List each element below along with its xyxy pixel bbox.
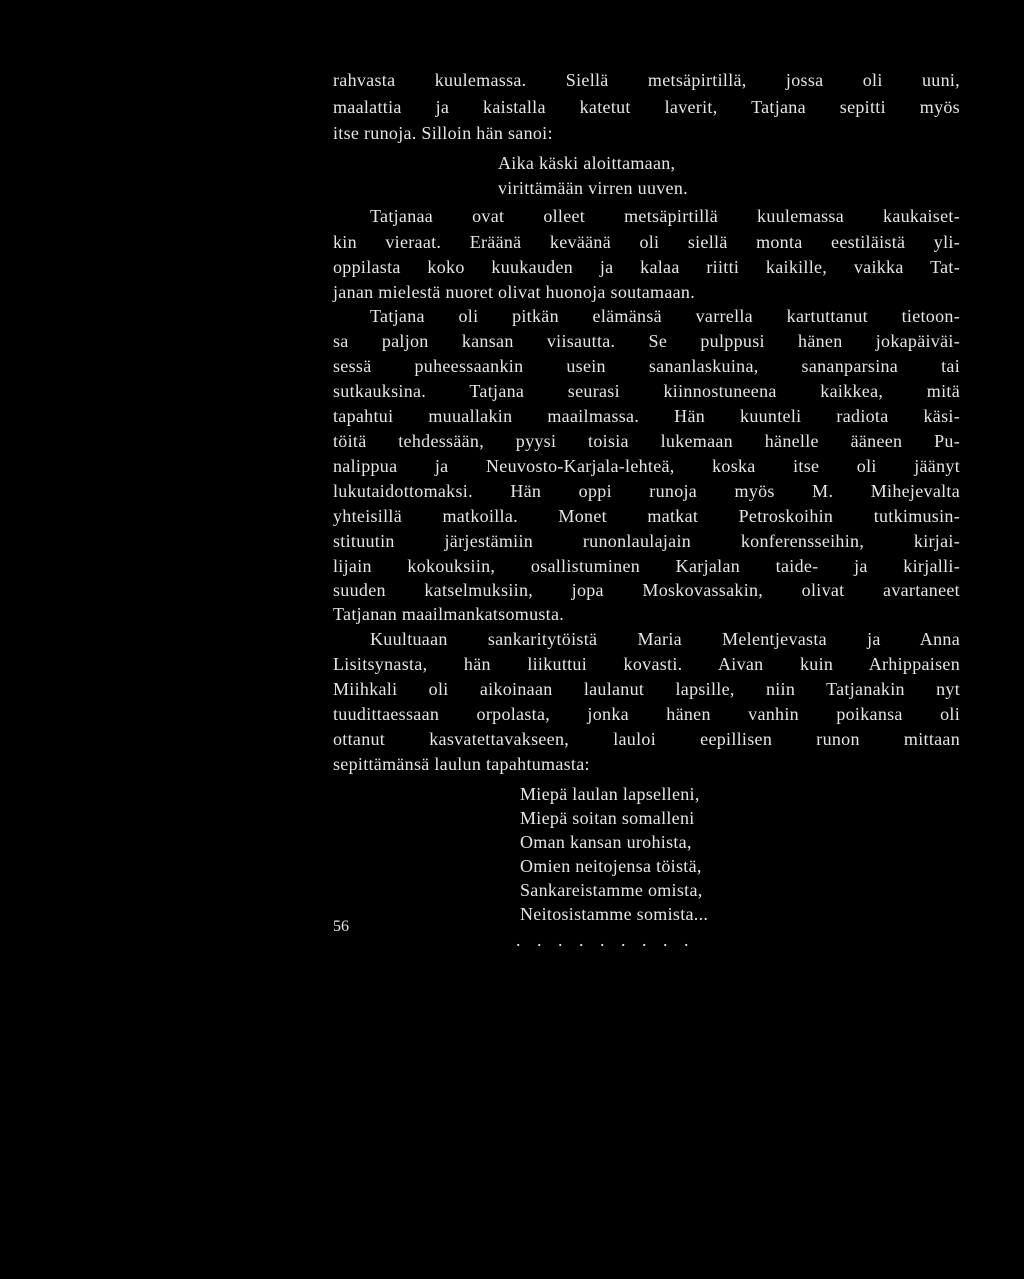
- text-line: suuden katselmuksiin, jopa Moskovassakin, olivat avartaneet: [333, 580, 960, 600]
- verse-line: virittämään virren uuven.: [498, 178, 688, 198]
- text-line: ottanut kasvatettavakseen, lauloi eepillisen runon mittaan: [333, 729, 960, 749]
- text-line: nalippua ja Neuvosto-Karjala-lehteä, koska itse oli jäänyt: [333, 456, 960, 476]
- text-line: sessä puheessaankin usein sananlaskuina, sananparsina tai: [333, 356, 960, 376]
- verse-line: Aika käski aloittamaan,: [498, 153, 676, 173]
- text-line: sutkauksina. Tatjana seurasi kiinnostuneena kaikkea, mitä: [333, 381, 960, 401]
- text-line: lukutaidottomaksi. Hän oppi runoja myös M. Mihejevalta: [333, 481, 960, 501]
- page-number: 56: [333, 918, 349, 935]
- text-line: sepittämänsä laulun tapahtumasta:: [333, 754, 590, 774]
- verse-line: Neitosistamme somista...: [520, 904, 709, 924]
- text-line: tapahtui muuallakin maailmassa. Hän kuunteli radiota käsi-: [333, 406, 960, 426]
- text-line: janan mielestä nuoret olivat huonoja soutamaan.: [333, 282, 695, 302]
- text-line: sa paljon kansan viisautta. Se pulppusi hänen jokapäiväi-: [333, 331, 960, 351]
- text-line: maalattia ja kaistalla katetut laverit, Tatjana sepitti myös: [333, 97, 960, 117]
- text-line: töitä tehdessään, pyysi toisia lukemaan hänelle ääneen Pu-: [333, 431, 960, 451]
- text-line: tuudittaessaan orpolasta, jonka hänen vanhin poikansa oli: [333, 704, 960, 724]
- text-line: kin vieraat. Eräänä keväänä oli siellä monta eestiläistä yli-: [333, 232, 960, 252]
- verse-line: Miepä soitan somalleni: [520, 808, 695, 828]
- text-line: Tatjanaa ovat olleet metsäpirtillä kuulemassa kaukaiset-: [370, 206, 960, 226]
- verse-line: Omien neitojensa töistä,: [520, 856, 702, 876]
- text-line: itse runoja. Silloin hän sanoi:: [333, 123, 553, 143]
- text-line: Tatjanan maailmankatsomusta.: [333, 604, 565, 624]
- verse-line: Sankareistamme omista,: [520, 880, 703, 900]
- text-line: Miihkali oli aikoinaan laulanut lapsille, niin Tatjanakin nyt: [333, 679, 960, 699]
- text-line: Tatjana oli pitkän elämänsä varrella kartuttanut tietoon-: [370, 306, 960, 326]
- text-line: yhteisillä matkoilla. Monet matkat Petroskoihin tutkimusin-: [333, 506, 960, 526]
- text-line: stituutin järjestämiin runonlaulajain konferensseihin, kirjai-: [333, 531, 960, 551]
- text-line: oppilasta koko kuukauden ja kalaa riitti kaikille, vaikka Tat-: [333, 257, 960, 277]
- verse-line: Miepä laulan lapselleni,: [520, 784, 700, 804]
- text-line: rahvasta kuulemassa. Siellä metsäpirtillä, jossa oli uuni,: [333, 70, 960, 90]
- text-line: Lisitsynasta, hän liikuttui kovasti. Aivan kuin Arhippaisen: [333, 654, 960, 674]
- text-line: Kuultuaan sankaritytöistä Maria Melentjevasta ja Anna: [370, 629, 960, 649]
- verse-line: Oman kansan urohista,: [520, 832, 692, 852]
- text-line: lijain kokouksiin, osallistuminen Karjalan taide- ja kirjalli-: [333, 556, 960, 576]
- ellipsis-dots: . . . . . . . . .: [516, 930, 695, 950]
